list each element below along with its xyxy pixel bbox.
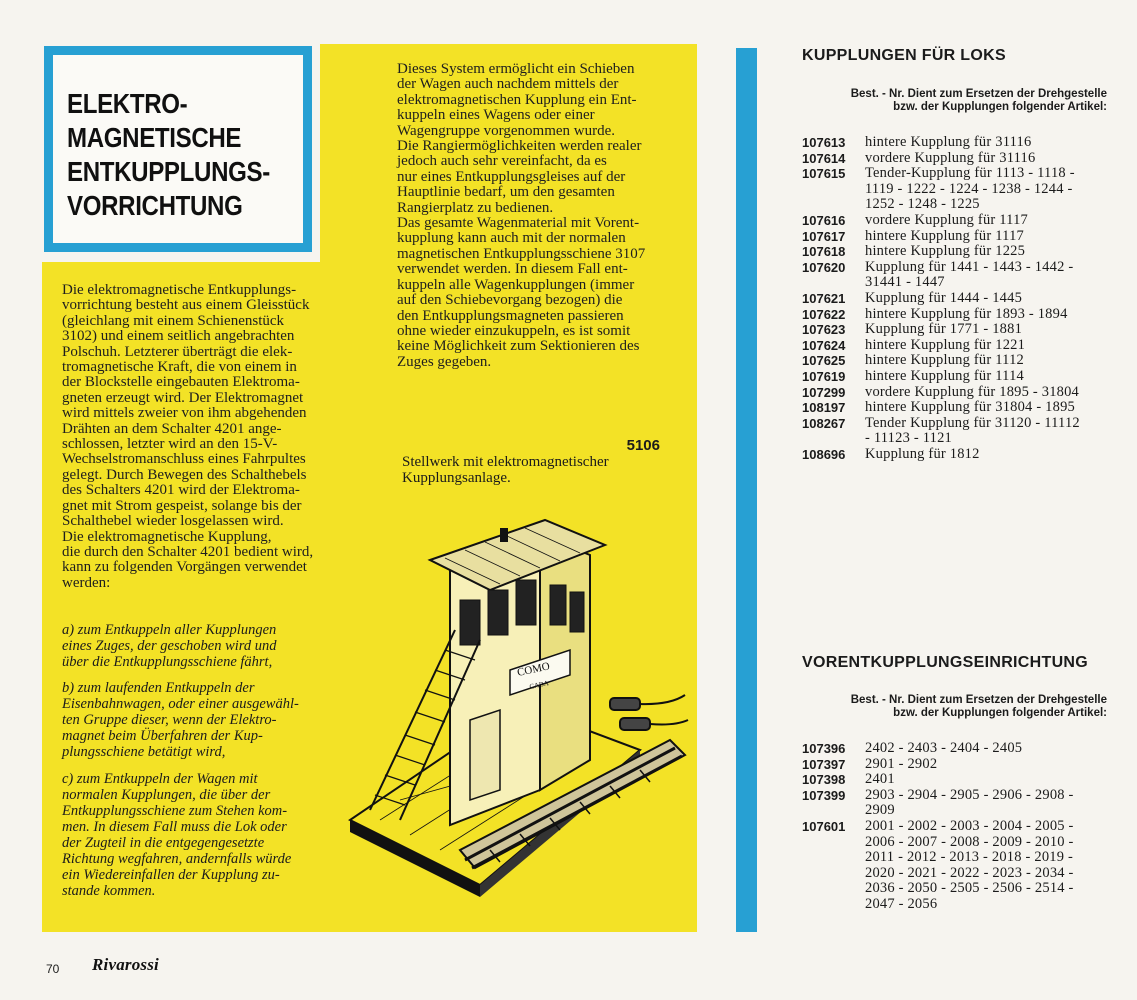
section1-title: KUPPLUNGEN FÜR LOKS	[802, 47, 1006, 64]
item-description: hintere Kupplung für 1225	[865, 243, 1026, 260]
item-order-number: 107618	[802, 244, 846, 260]
list-item	[802, 338, 1112, 354]
item-description: Stellwerk mit elektromagnetischer Kupplungsanlage.	[402, 454, 609, 486]
item-order-number: 107398	[802, 772, 846, 788]
item-description: 2401	[865, 771, 895, 788]
list-item	[802, 369, 1112, 385]
item-description: Kupplung für 1771 - 1881	[865, 321, 1023, 338]
list-item	[802, 447, 1112, 463]
item-description: Kupplung für 1812	[865, 446, 980, 462]
option-b-text: b) zum laufenden Entkuppeln der Eisenbahnwagen, oder einer ausgewähl- ten Gruppe dieser, wenn der Elektro- magnet beim Überfahren der Kup- plungsschiene betätigt wird,	[62, 680, 299, 760]
item-order-number: 107397	[802, 756, 846, 772]
item-order-number: 108696	[802, 447, 846, 462]
item-description: hintere Kupplung für 31116	[865, 134, 1032, 150]
item-description: 2001 - 2002 - 2003 - 2004 - 2005 - 2006 - 2007 - 2008 - 2009 - 2010 - 2011 - 2012 - 2013 - 2018 - 2019 - 2020 - 2021 - 2022 - 2023 - 2034 - 2036 - 2050 - 2505 - 2506 - 2514 - 2047 - 2056	[865, 818, 1074, 912]
list-item	[802, 322, 1112, 338]
item-description: hintere Kupplung für 1117	[865, 227, 1024, 244]
item-order-number: 107616	[802, 213, 846, 228]
item-order-number: 107625	[802, 353, 846, 369]
item-description: hintere Kupplung für 31804 - 1895	[865, 399, 1075, 416]
item-description: vordere Kupplung für 1117	[865, 212, 1028, 228]
list-item	[802, 244, 1112, 260]
item-description: hintere Kupplung für 1114	[865, 368, 1024, 384]
blue-divider-bar	[736, 48, 757, 932]
item-order-number: 107396	[802, 741, 846, 756]
list-item	[802, 229, 1112, 245]
item-description: 2402 - 2403 - 2404 - 2405	[865, 740, 1023, 756]
list-item	[802, 353, 1112, 369]
item-order-number: 107615	[802, 166, 846, 182]
list-item	[802, 151, 1112, 167]
option-c-text: c) zum Entkuppeln der Wagen mit normalen Kupplungen, die über der Entkupplungsschiene zum Stehen kom- men. In diesem Fall muss die Lok oder der Zugteil in die entgegengesetzte Richtung wegfahren, andernfalls würde ein Wiedereinfallen der Kupplung zu- stande kommen.	[62, 771, 292, 899]
brand-logo: Rivarossi	[92, 955, 159, 974]
item-description: 2901 - 2902	[865, 755, 938, 772]
list-item	[802, 135, 1112, 151]
item-order-number: 108267	[802, 415, 846, 431]
item-description: Tender Kupplung für 31120 - 11112 - 11123 - 1121	[865, 414, 1080, 447]
section2-subtitle: Best. - Nr. Dient zum Ersetzen der Drehgestelle bzw. der Kupplungen folgender Artikel:	[850, 694, 1107, 719]
item-order-number: 107620	[802, 259, 846, 275]
system-description-text: Dieses System ermöglicht ein Schieben der Wagen auch nachdem mittels der elektromagnetischen Kupplung ein Ent- kuppeln eines Wagens oder einer Wagengruppe vorgenommen wurde. Die Rangiermöglichkeiten werden realer jedoch auch sehr vereinfacht, da es nur eines Entkupplungsgleises auf der Hauptlinie bedarf, um den gesamten Rangierplatz zu bedienen. Das gesamte Wagenmaterial mit Vorent- kupplung kann auch mit der normalen magnetischen Entkupplungsschiene 3107 verwendet werden. In diesem Fall ent- kuppeln alle Wagenkupplungen (immer auf den Schiebevorgang bezogen) die den Entkupplungsmagneten passieren ohne wieder einzukuppeln, es ist somit keine Möglichkeit zum Sektionieren des Zuges gegeben.	[397, 61, 646, 370]
item-order-number: 107619	[802, 369, 846, 384]
item-order-number: 107622	[802, 306, 846, 322]
signal-box-illustration	[340, 490, 690, 910]
section1-subtitle: Best. - Nr. Dient zum Ersetzen der Drehgestelle bzw. der Kupplungen folgender Artikel:	[850, 88, 1107, 113]
list-item	[802, 166, 1112, 213]
item-number: 5106	[626, 437, 660, 454]
item-description: hintere Kupplung für 1221	[865, 336, 1026, 353]
signbox-label-1: COMO	[516, 660, 551, 679]
item-description: hintere Kupplung für 1112	[865, 352, 1024, 369]
signbox-label-2: CABA	[528, 679, 550, 691]
intro-text: Die elektromagnetische Entkupplungs- vorrichtung besteht aus einem Gleisstück (gleichlang mit einem Schienenstück 3102) und einem seitlich angebrachten Polschuh. Letzterer überträgt die elek- tromagnetische Kraft, die von einem in der Blockstelle eingebauten Elektroma- gneten erzeugt wird. Der Elektromagnet wird mittels zweier von ihm abgehenden Drähten an dem Schalter 4201 ange- schlossen, letzter wird an den 15-V- Wechselstromanschluss eines Fahrpultes gelegt. Durch Bewegen des Schalthebels des Schalters 4201 wird der Elektroma- gnet mit Strom gespeist, solange bis der Schalthebel wieder losgelassen wird. Die elektromagnetische Kupplung, die durch den Schalter 4201 bedient wird, kann zu folgenden Vorgängen verwendet werden:	[62, 282, 314, 591]
item-order-number: 107601	[802, 819, 846, 834]
item-description: Tender-Kupplung für 1113 - 1118 - 1119 - 1222 - 1224 - 1238 - 1244 - 1252 - 1248 - 1225	[865, 165, 1075, 213]
item-order-number: 107299	[802, 384, 846, 400]
item-description: vordere Kupplung für 1895 - 31804	[865, 383, 1079, 400]
item-description: Kupplung für 1444 - 1445	[865, 290, 1023, 306]
item-description: 2903 - 2904 - 2905 - 2906 - 2908 - 2909	[865, 786, 1074, 819]
page-number: 70	[46, 962, 60, 976]
list-item	[802, 291, 1112, 307]
list-item	[802, 260, 1112, 291]
list-item	[802, 741, 1112, 757]
item-order-number: 107614	[802, 150, 846, 166]
list-item	[802, 757, 1112, 773]
item-description: vordere Kupplung für 31116	[865, 149, 1036, 166]
list-item	[802, 772, 1112, 788]
item-order-number: 107624	[802, 337, 846, 353]
item-description: hintere Kupplung für 1893 - 1894	[865, 305, 1068, 322]
option-a-text: a) zum Entkuppeln aller Kupplungen eines Zuges, der geschoben wird und über die Entkupplungsschiene fährt,	[62, 622, 277, 670]
section2-title: VORENTKUPPLUNGSEINRICHTUNG	[802, 654, 1089, 671]
list-item	[802, 213, 1112, 229]
list-item	[802, 416, 1112, 447]
list-item	[802, 400, 1112, 416]
item-order-number: 107623	[802, 322, 846, 338]
item-order-number: 107621	[802, 291, 846, 306]
page-title: ELEKTRO- MAGNETISCHE ENTKUPPLUNGS- VORRICHTUNG	[67, 88, 270, 221]
list-item	[802, 819, 1112, 913]
item-order-number: 107617	[802, 228, 846, 244]
list-item	[802, 385, 1112, 401]
item-order-number: 108197	[802, 400, 846, 416]
title-box	[44, 46, 312, 252]
item-order-number: 107613	[802, 135, 846, 150]
list-item	[802, 788, 1112, 819]
item-order-number: 107399	[802, 787, 846, 803]
item-description: Kupplung für 1441 - 1443 - 1442 - 31441 - 1447	[865, 258, 1074, 291]
list-item	[802, 307, 1112, 323]
